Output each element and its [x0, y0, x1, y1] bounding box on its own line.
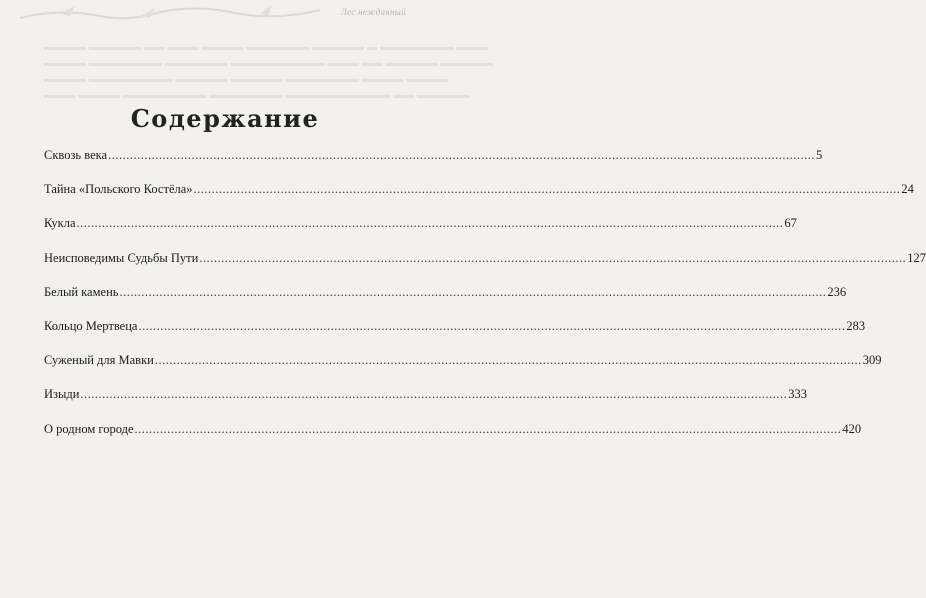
dot-leader	[80, 387, 787, 402]
toc-entry[interactable]	[44, 284, 847, 319]
toc-entry-title: Суженый для Мавки	[44, 353, 154, 368]
toc-entry[interactable]	[44, 387, 808, 421]
toc-entry[interactable]	[44, 353, 882, 387]
toc-entry-title: Неисповедимы Судьбы Пути	[44, 250, 199, 265]
toc-entry-page: 127	[907, 250, 926, 265]
running-head: Лес нежданный	[340, 7, 406, 17]
toc-entry-page: 67	[784, 216, 797, 231]
toc-heading: Содержание	[130, 104, 320, 133]
toc-entry-page: 5	[815, 148, 823, 162]
toc-entry-page: 309	[862, 353, 882, 368]
dot-leader	[194, 182, 901, 197]
toc-entry[interactable]	[44, 182, 914, 216]
toc-entry[interactable]	[44, 318, 866, 353]
dot-leader	[135, 422, 842, 437]
toc-entry-page: 236	[827, 284, 847, 299]
toc-entry[interactable]	[44, 250, 926, 285]
bleed-through-text: ▬▬▬▬ ▬▬▬▬▬ ▬▬ ▬▬▬ ▬▬▬▬ ▬▬▬▬▬▬ ▬▬▬▬▬ ▬ ▬▬▬▬▬▬▬ ▬▬▬ ▬▬▬▬ ▬▬▬▬▬▬▬ ▬▬▬▬▬▬ ▬▬▬▬▬▬▬▬▬ ▬▬▬ ▬▬ ▬▬▬▬▬ ▬▬▬▬▬ ▬▬▬▬ ▬▬▬▬▬▬▬▬ ▬▬▬▬▬ ▬▬▬▬▬ ▬▬▬▬▬▬▬ ▬▬▬▬ ▬▬▬▬ ▬▬▬ ▬▬▬▬ ▬▬▬▬▬▬▬▬ ▬▬▬▬▬▬▬ ▬▬▬▬▬▬▬▬▬▬ ▬▬ ▬▬▬▬▬	[44, 42, 493, 101]
toc-entry-page: 283	[846, 318, 866, 333]
toc-entry-title: Тайна «Польского Костёла»	[44, 182, 193, 197]
toc-entry[interactable]	[44, 421, 862, 456]
toc-entry-title: Кукла	[44, 216, 76, 231]
dot-leader	[155, 353, 862, 368]
dot-leader	[138, 319, 845, 334]
dot-leader	[199, 251, 906, 266]
toc-entry-page: 333	[788, 387, 808, 402]
dot-leader	[108, 148, 815, 163]
toc-entry[interactable]	[44, 216, 797, 250]
toc-entry-title: Изыди	[44, 387, 80, 402]
toc-entry-page: 420	[842, 421, 862, 436]
dot-leader	[119, 285, 826, 300]
toc-entry-title: Кольцо Мертвеца	[44, 318, 138, 333]
toc-entry[interactable]	[44, 148, 823, 182]
toc-entry-title: Белый камень	[44, 284, 119, 299]
dot-leader	[77, 216, 784, 231]
toc-entry-page: 24	[901, 182, 914, 197]
toc-entry-title: Сквозь века	[44, 148, 108, 162]
toc-list	[44, 148, 926, 456]
toc-entry-title: О родном городе	[44, 421, 134, 436]
